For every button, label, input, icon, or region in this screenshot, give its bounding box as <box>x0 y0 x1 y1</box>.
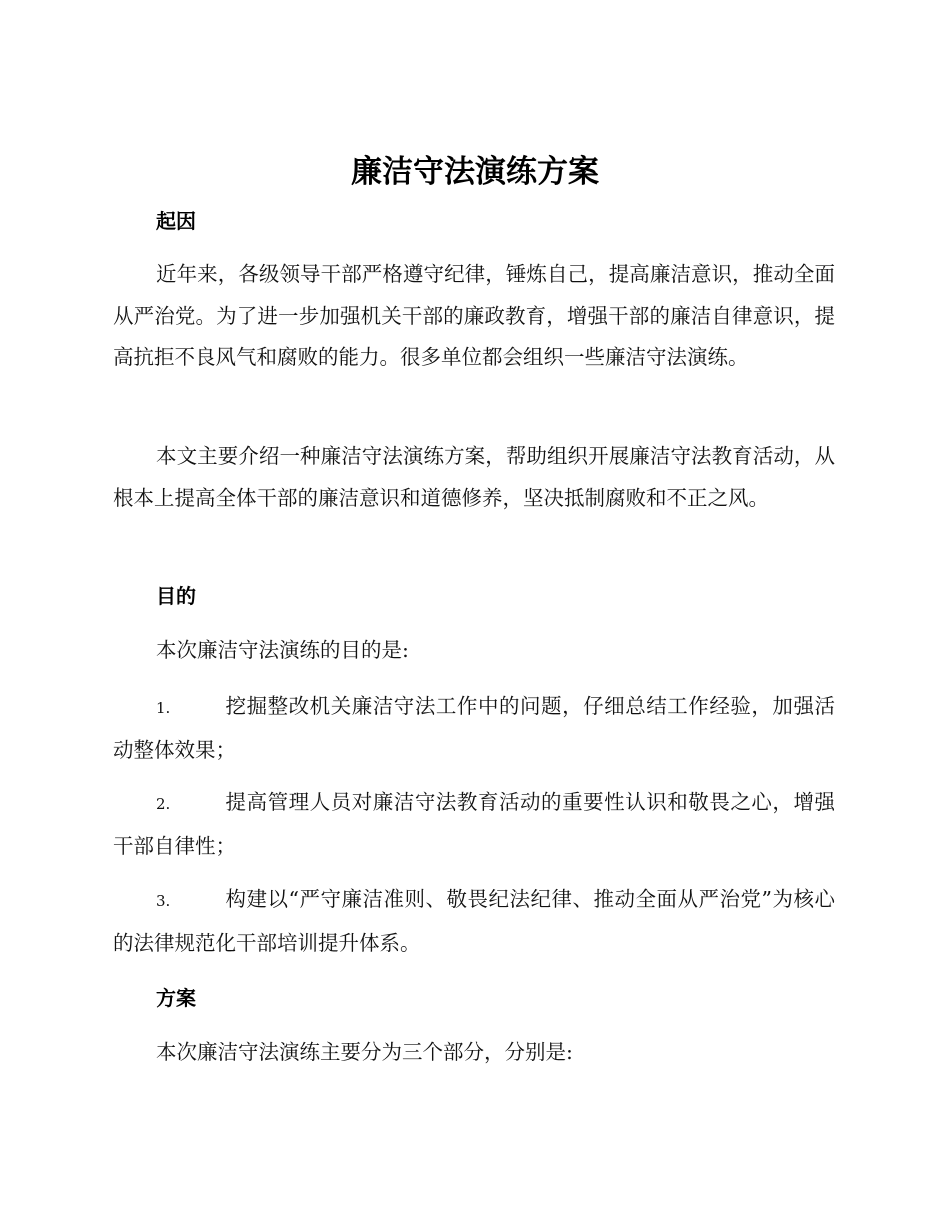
paragraph-plan-intro: 本次廉洁守法演练主要分为三个部分，分别是: <box>156 1040 573 1064</box>
list-item-text: 构建以“严守廉洁准则、敬畏纪法纪律、推动全面从严治党”为核心的法律规范化干部培训提升体系。 <box>113 887 835 955</box>
list-item-text: 挖掘整改机关廉洁守法工作中的问题，仔细总结工作经验，加强活动整体效果； <box>113 694 835 762</box>
section-heading-plan: 方案 <box>156 986 196 1010</box>
document-title: 廉洁守法演练方案 <box>351 154 599 190</box>
list-item-number: 3. <box>156 892 171 910</box>
list-item <box>113 879 835 964</box>
paragraph-cause-1: 近年来，各级领导干部严格遵守纪律，锤炼自己，提高廉洁意识，推动全面从严治党。为了进一步加强机关干部的廉政教育，增强干部的廉洁自律意识，提高抗拒不良风气和腐败的能力。很多单位都会组织一些廉洁守法演练。 <box>113 262 835 369</box>
section-heading-cause: 起因 <box>156 209 196 233</box>
paragraph-purpose-intro: 本次廉洁守法演练的目的是: <box>156 638 409 662</box>
list-item <box>113 782 835 867</box>
list-item <box>113 686 835 771</box>
paragraph-cause-2: 本文主要介绍一种廉洁守法演练方案，帮助组织开展廉洁守法教育活动，从根本上提高全体干部的廉洁意识和道德修养，坚决抵制腐败和不正之风。 <box>113 444 835 510</box>
list-item-text: 提高管理人员对廉洁守法教育活动的重要性认识和敬畏之心，增强干部自律性； <box>113 790 835 858</box>
list-item-number: 2. <box>156 795 171 813</box>
list-item-number: 1. <box>156 699 171 717</box>
section-heading-purpose: 目的 <box>156 584 196 608</box>
